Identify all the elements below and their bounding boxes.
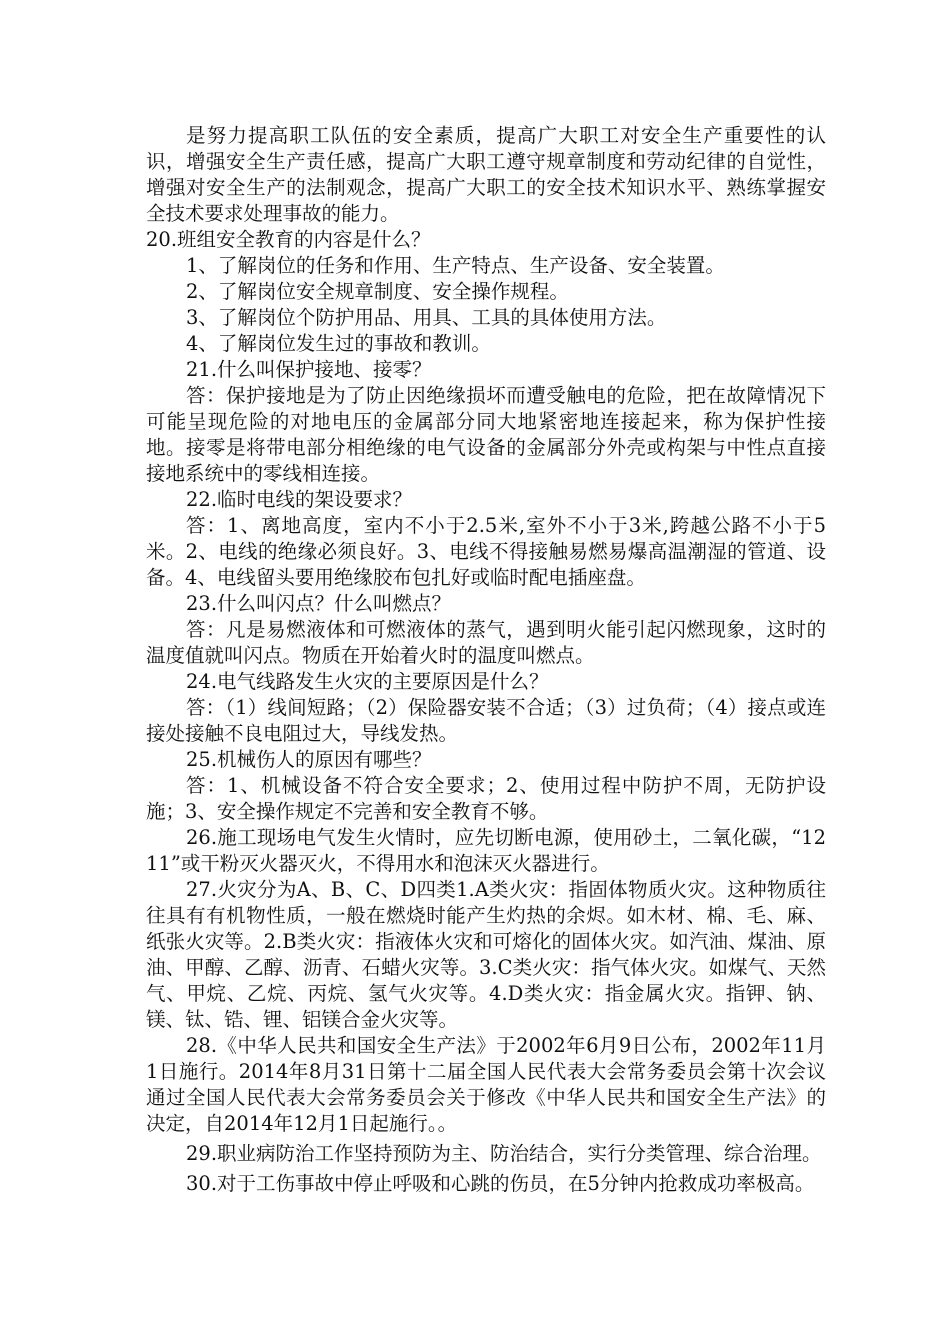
item-29: 29.职业病防治工作坚持预防为主、防治结合，实行分类管理、综合治理。 bbox=[186, 1142, 822, 1165]
answer-23: 答：凡是易燃液体和可燃液体的蒸气，遇到明火能引起闪燃现象，这时的温度值就叫闪点。物质在开始着火时的温度叫燃点。 bbox=[146, 618, 826, 667]
document-body bbox=[146, 123, 826, 1197]
paragraph-19-answer-cont: 是努力提高职工队伍的安全素质，提高广大职工对安全生产重要性的认识，增强安全生产责任感，提高广大职工遵守规章制度和劳动纪律的自觉性，增强对安全生产的法制观念，提高广大职工的安全技术知识水平、熟练掌握安全技术要求处理事故的能力。 bbox=[146, 124, 826, 225]
question-24: 24.电气线路发生火灾的主要原因是什么？ bbox=[186, 670, 549, 693]
answer-21: 答：保护接地是为了防止因绝缘损坏而遭受触电的危险，把在故障情况下可能呈现危险的对地电压的金属部分同大地紧密地连接起来，称为保护性接地。接零是将带电部分相绝缘的电气设备的金属部分外壳或构架与中性点直接接地系统中的零线相连接。 bbox=[146, 384, 826, 485]
question-23: 23.什么叫闪点？什么叫燃点？ bbox=[186, 592, 452, 615]
answer-20-item-4: 4、了解岗位发生过的事故和教训。 bbox=[186, 332, 491, 355]
question-25: 25.机械伤人的原因有哪些？ bbox=[186, 748, 432, 771]
question-22: 22.临时电线的架设要求？ bbox=[186, 488, 413, 511]
answer-25: 答：1、机械设备不符合安全要求；2、使用过程中防护不周，无防护设施；3、安全操作规定不完善和安全教育不够。 bbox=[146, 774, 826, 823]
item-26: 26.施工现场电气发生火情时，应先切断电源，使用砂土，二氧化碳，“1211”或干粉灭火器灭火，不得用水和泡沫灭火器进行。 bbox=[146, 826, 826, 875]
answer-22: 答：1、离地高度，室内不小于2.5米,室外不小于3米,跨越公路不小于5米。2、电线的绝缘必须良好。3、电线不得接触易燃易爆高温潮湿的管道、设备。4、电线留头要用绝缘胶布包扎好或临时配电插座盘。 bbox=[146, 514, 826, 589]
question-20: 20.班组安全教育的内容是什么？ bbox=[146, 228, 431, 251]
answer-24: 答：（1）线间短路；（2）保险器安装不合适；（3）过负荷；（4）接点或连接处接触不良电阻过大，导线发热。 bbox=[146, 696, 826, 745]
answer-20-item-1: 1、了解岗位的任务和作用、生产特点、生产设备、安全装置。 bbox=[186, 254, 725, 277]
answer-20-item-3: 3、了解岗位个防护用品、用具、工具的具体使用方法。 bbox=[186, 306, 667, 329]
item-30: 30.对于工伤事故中停止呼吸和心跳的伤员，在5分钟内抢救成功率极高。 bbox=[186, 1172, 815, 1195]
item-28: 28.《中华人民共和国安全生产法》于2002年6月9日公布，2002年11月1日施行。2014年8月31日第十二届全国人民代表大会常务委员会第十次会议通过全国人民代表大会常务委员会关于修改《中华人民共和国安全生产法》的决定，自2014年12月1日起施行。。 bbox=[146, 1034, 826, 1135]
question-21: 21.什么叫保护接地、接零？ bbox=[186, 358, 432, 381]
answer-20-item-2: 2、了解岗位安全规章制度、安全操作规程。 bbox=[186, 280, 569, 303]
item-27: 27.火灾分为A、B、C、D四类1.A类火灾：指固体物质火灾。这种物质往往具有有机物性质，一般在燃烧时能产生灼热的余烬。如木材、棉、毛、麻、纸张火灾等。2.B类火灾：指液体火灾和可熔化的固体火灾。如汽油、煤油、原油、甲醇、乙醇、沥青、石蜡火灾等。3.C类火灾：指气体火灾。如煤气、天然气、甲烷、乙烷、丙烷、氢气火灾等。4.D类火灾：指金属火灾。指钾、钠、镁、钛、锆、锂、铝镁合金火灾等。 bbox=[146, 878, 826, 1031]
